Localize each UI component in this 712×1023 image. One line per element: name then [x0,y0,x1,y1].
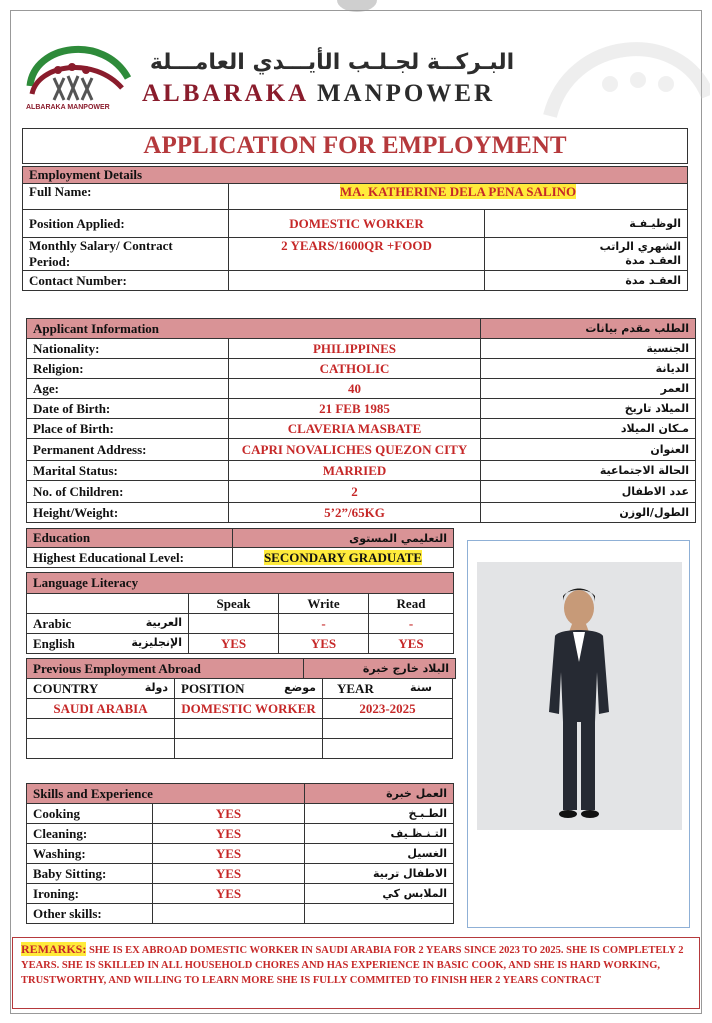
applicant-row [27,359,696,379]
applicant-field-label: Marital Status: [27,461,229,481]
employment-details-header: Employment Details [23,167,688,184]
language-write-value: YES [279,634,369,654]
applicant-row [27,419,696,439]
applicant-field-label-arabic: عدد الاطفال [481,481,696,503]
applicant-field-value: CLAVERIA MASBATE [229,419,481,439]
skill-label-arabic: الطـبـخ [305,804,454,824]
language-row [27,614,454,634]
skills-header: Skills and Experience [27,784,305,804]
salary-arabic-line1: الشهري الراتب [599,240,681,253]
country-column-arabic: دولة [144,680,168,694]
skill-value [153,904,305,924]
applicant-field-label-arabic: العمر [481,379,696,399]
position-label-arabic: الوظيـفـة [485,210,688,238]
applicant-row [27,379,696,399]
read-column-header: Read [369,594,454,614]
skill-label-arabic [305,904,454,924]
applicant-row [27,503,696,523]
applicant-row [27,461,696,481]
year-column-label: YEAR [337,680,374,696]
skills-rows [27,804,454,924]
skill-label: Baby Sitting: [27,864,153,884]
language-rows [27,614,454,654]
skill-label: Cleaning: [27,824,153,844]
education-label: Highest Educational Level: [27,548,233,568]
previous-employment-header-arabic: البلاد خارج خبرة [304,659,456,679]
applicant-row [27,439,696,461]
skill-row [27,864,454,884]
skill-label: Washing: [27,844,153,864]
employment-row [27,739,453,759]
remarks-text: SHE IS EX ABROAD DOMESTIC WORKER IN SAUDI ARABIA FOR 2 YEARS SINCE 2023 TO 2025. SHE IS COMPLETELY 2 YEARS. SHE IS SKILLED IN ALL HOUSEHOLD CHORES AND HAS EXPERIENCE IN BASIC COOK, AND SHE IS HARD WORKING, TRUSTWORTHY, AND WILLING TO LEARN MORE SHE IS FULLY COMMITED TO FINISH HER 2 YEARS CONTRACT [21,945,684,986]
language-row [27,634,454,654]
year-column-arabic: سنة [410,680,432,694]
salary-value: 2 YEARS/1600QR +FOOD [229,238,485,271]
speak-column-header: Speak [189,594,279,614]
language-name: English [33,635,75,651]
skill-value: YES [153,824,305,844]
language-table [26,572,454,654]
education-header-arabic: التعليمي المستوى [233,529,454,548]
employment-details-table [22,166,688,291]
company-name-arabic: البـركــة لجـلـب الأيـــدي العامـــلة [149,50,515,75]
applicant-field-value: 40 [229,379,481,399]
company-name-english [142,80,522,108]
skill-value: YES [153,884,305,904]
employment-row [27,699,453,719]
language-name: Arabic [33,615,72,631]
skill-value: YES [153,864,305,884]
applicant-field-value: PHILIPPINES [229,339,481,359]
skills-table [26,783,454,924]
page-title: APPLICATION FOR EMPLOYMENT [22,128,688,164]
applicant-field-value: CAPRI NOVALICHES QUEZON CITY [229,439,481,461]
applicant-field-value: 21 FEB 1985 [229,399,481,419]
salary-label-line1: Monthly Salary/ Contract [29,238,173,253]
applicant-field-label-arabic: الميلاد تاريخ [481,399,696,419]
applicant-field-label: Nationality: [27,339,229,359]
language-header: Language Literacy [27,573,454,594]
skill-value: YES [153,804,305,824]
applicant-field-value: MARRIED [229,461,481,481]
education-header: Education [27,529,233,548]
skill-row [27,824,454,844]
position-column-label: POSITION [181,680,245,696]
salary-label-arabic [485,238,688,271]
applicant-field-label: Date of Birth: [27,399,229,419]
language-write-value: - [279,614,369,634]
previous-employment-table [26,678,453,759]
applicant-field-label: Age: [27,379,229,399]
contact-label: Contact Number: [23,271,229,291]
language-name-arabic: العربية [145,615,182,629]
language-read-value: - [369,614,454,634]
logo-caption: ALBARAKA MANPOWER [26,104,110,111]
applicant-photo [477,562,682,830]
employment-year-value [323,719,453,739]
applicant-row [27,339,696,359]
applicant-field-label: Religion: [27,359,229,379]
full-name-value: MA. KATHERINE DELA PENA SALINO [339,184,577,199]
employment-year-value [323,739,453,759]
skill-label: Ironing: [27,884,153,904]
applicant-info-header: Applicant Information [27,319,481,339]
applicant-field-label-arabic: مـكان الميلاد [481,419,696,439]
applicant-field-label: No. of Children: [27,481,229,503]
skill-row [27,884,454,904]
position-label: Position Applied: [23,210,229,238]
language-name-cell [27,614,189,634]
applicant-field-label-arabic: الطول/الوزن [481,503,696,523]
applicant-rows [27,339,696,523]
previous-employment-header-table [26,658,456,679]
employment-position-value [175,719,323,739]
education-value-cell [233,548,454,568]
full-name-label: Full Name: [23,184,229,210]
remarks-box [12,937,700,1009]
employment-row [27,719,453,739]
education-table [26,528,454,568]
position-column-arabic: موضع [284,680,316,694]
company-name-accent: ALBARAKA [142,80,308,107]
skill-row [27,904,454,924]
language-blank-header [27,594,189,614]
previous-employment-header: Previous Employment Abroad [27,659,304,679]
company-name-rest: MANPOWER [316,80,496,107]
contact-value [229,271,485,291]
applicant-field-label: Permanent Address: [27,439,229,461]
applicant-info-table [26,318,696,523]
country-column-header [27,679,175,699]
employment-country-value [27,739,175,759]
applicant-field-label-arabic: الجنسية [481,339,696,359]
applicant-field-label-arabic: الحالة الاجتماعية [481,461,696,481]
language-name-cell [27,634,189,654]
contact-label-arabic: العقـد مدة [485,271,688,291]
remarks-label: REMARKS: [21,942,87,956]
employment-country-value: SAUDI ARABIA [27,699,175,719]
applicant-field-label: Place of Birth: [27,419,229,439]
education-value: SECONDARY GRADUATE [263,549,423,565]
language-name-arabic: الإنجليزية [131,635,182,649]
position-column-header [175,679,323,699]
employment-country-value [27,719,175,739]
applicant-field-label-arabic: الديانة [481,359,696,379]
skill-label: Other skills: [27,904,153,924]
skill-label-arabic: الاطفال تربية [305,864,454,884]
applicant-field-value: CATHOLIC [229,359,481,379]
applicant-row [27,399,696,419]
salary-label-line2: Period: [29,254,71,269]
applicant-field-value: 2 [229,481,481,503]
salary-label [23,238,229,271]
skill-label-arabic: الملابس كي [305,884,454,904]
applicant-row [27,481,696,503]
applicant-field-label-arabic: العنوان [481,439,696,461]
language-speak-value [189,614,279,634]
skill-row [27,804,454,824]
language-speak-value: YES [189,634,279,654]
skills-header-arabic: العمل خبرة [305,784,454,804]
employment-position-value: DOMESTIC WORKER [175,699,323,719]
applicant-field-value: 5’2”/65KG [229,503,481,523]
country-column-label: COUNTRY [33,680,99,696]
skill-label-arabic: التـنـظـيف [305,824,454,844]
employment-year-value: 2023-2025 [323,699,453,719]
language-read-value: YES [369,634,454,654]
full-name-cell [229,184,688,210]
applicant-figure-icon [477,562,682,830]
skill-value: YES [153,844,305,864]
employment-rows [27,699,453,759]
applicant-info-header-arabic: الطلب مقدم بيانات [481,319,696,339]
position-value: DOMESTIC WORKER [229,210,485,238]
applicant-field-label: Height/Weight: [27,503,229,523]
year-column-header [323,679,453,699]
watermark-logo-icon [540,26,710,126]
skill-label: Cooking [27,804,153,824]
skill-row [27,844,454,864]
employment-position-value [175,739,323,759]
salary-arabic-line2: العقـد مدة [625,254,681,267]
write-column-header: Write [279,594,369,614]
skill-label-arabic: الغسيل [305,844,454,864]
